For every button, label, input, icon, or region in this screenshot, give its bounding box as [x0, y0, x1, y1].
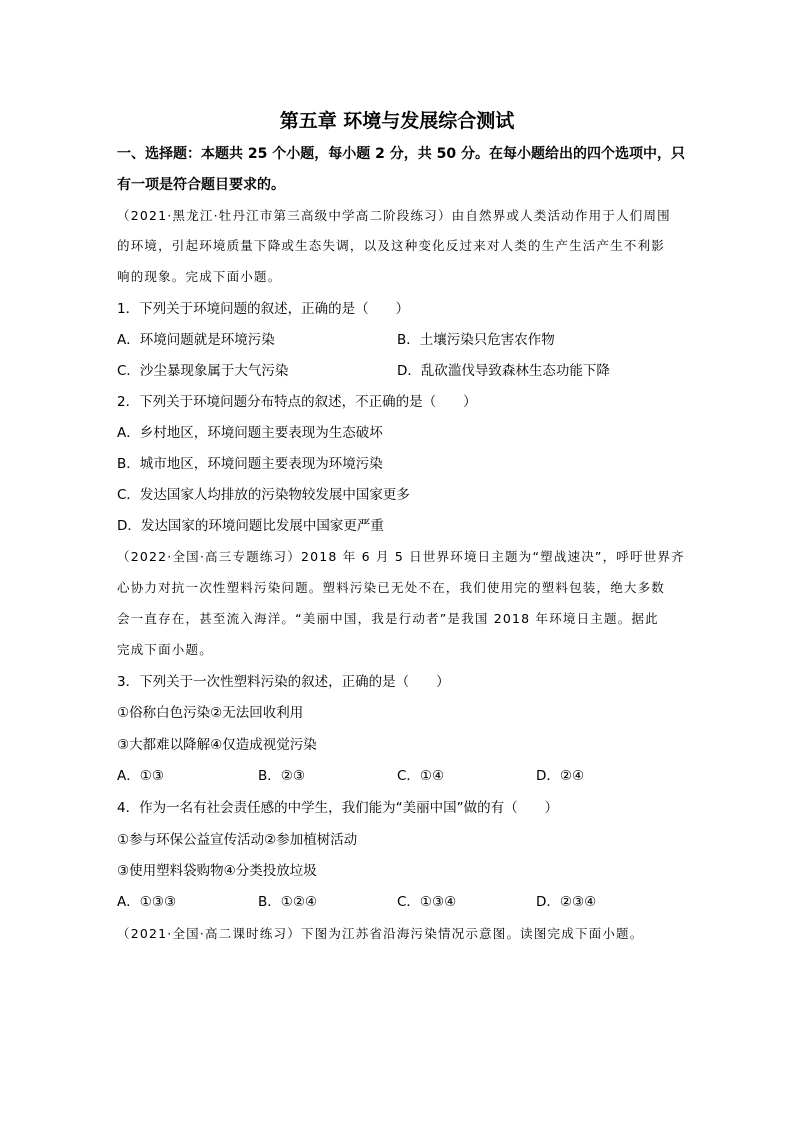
option-b: B．①②④	[258, 894, 318, 910]
option-b: B．②③	[258, 768, 305, 784]
option-a: A．①③③	[117, 894, 177, 910]
option-c: C．①④	[397, 768, 445, 784]
passage-line: 完成下面小题。	[117, 642, 213, 657]
passage-line: 响的现象。完成下面小题。	[117, 269, 282, 284]
statement-line: ①参与环保公益宣传活动②参加植树活动	[117, 832, 358, 848]
question-stem: 2．下列关于环境问题分布特点的叙述，不正确的是（ ）	[117, 394, 477, 410]
option-a: A．乡村地区，环境问题主要表现为生态破坏	[117, 425, 383, 441]
option-d: D．②④	[536, 768, 585, 784]
section-heading: 有一项是符合题目要求的。	[117, 177, 285, 193]
option-c: C．①③④	[397, 894, 457, 910]
option-a: A．环境问题就是环境污染	[117, 332, 275, 348]
option-b: B．土壤污染只危害农作物	[397, 332, 555, 348]
passage-3: （2021·全国·高二课时练习）下图为江苏省沿海污染情况示意图。读图完成下面小题。	[117, 926, 644, 941]
question-stem: 3．下列关于一次性塑料污染的叙述，正确的是（ ）	[117, 674, 450, 690]
option-d: D．发达国家的环境问题比发展中国家更严重	[117, 518, 384, 534]
page-title: 第五章 环境与发展综合测试	[279, 110, 515, 132]
option-c: C．发达国家人均排放的污染物较发展中国家更多	[117, 487, 410, 503]
option-b: B．城市地区，环境问题主要表现为环境污染	[117, 456, 383, 472]
passage-line: （2021·黑龙江·牡丹江市第三高级中学高二阶段练习）由自然界或人类活动作用于人们周围	[117, 208, 671, 223]
passage-line: 会一直存在，甚至流入海洋。“美丽中国，我是行动者”是我国 2018 年环境日主题。据此	[117, 611, 659, 626]
statement-line: ③大都难以降解④仅造成视觉污染	[117, 737, 317, 753]
option-c: C．沙尘暴现象属于大气污染	[117, 363, 289, 379]
option-d: D．乱砍滥伐导致森林生态功能下降	[397, 363, 610, 379]
option-d: D．②③④	[536, 894, 597, 910]
passage-line: 的环境，引起环境质量下降或生态失调，以及这种变化反过来对人类的生产生活产生不利影	[117, 238, 666, 253]
option-a: A．①③	[117, 768, 164, 784]
statement-line: ①俗称白色污染②无法回收利用	[117, 705, 304, 721]
passage-line: 心协力对抗一次性塑料污染问题。塑料污染已无处不在，我们使用完的塑料包装，绝大多数	[117, 580, 666, 595]
passage-line: （2022·全国·高三专题练习）2018 年 6 月 5 日世界环境日主题为“塑战速决”，呼吁世界齐	[117, 549, 685, 564]
section-heading: 一、选择题：本题共 25 个小题，每小题 2 分，共 50 分。在每小题给出的四个选项中，只	[117, 146, 685, 162]
statement-line: ③使用塑料袋购物④分类投放垃圾	[117, 863, 317, 879]
question-stem: 4．作为一名有社会责任感的中学生，我们能为“美丽中国”做的有（ ）	[117, 800, 559, 816]
question-stem: 1．下列关于环境问题的叙述，正确的是（ ）	[117, 301, 410, 317]
